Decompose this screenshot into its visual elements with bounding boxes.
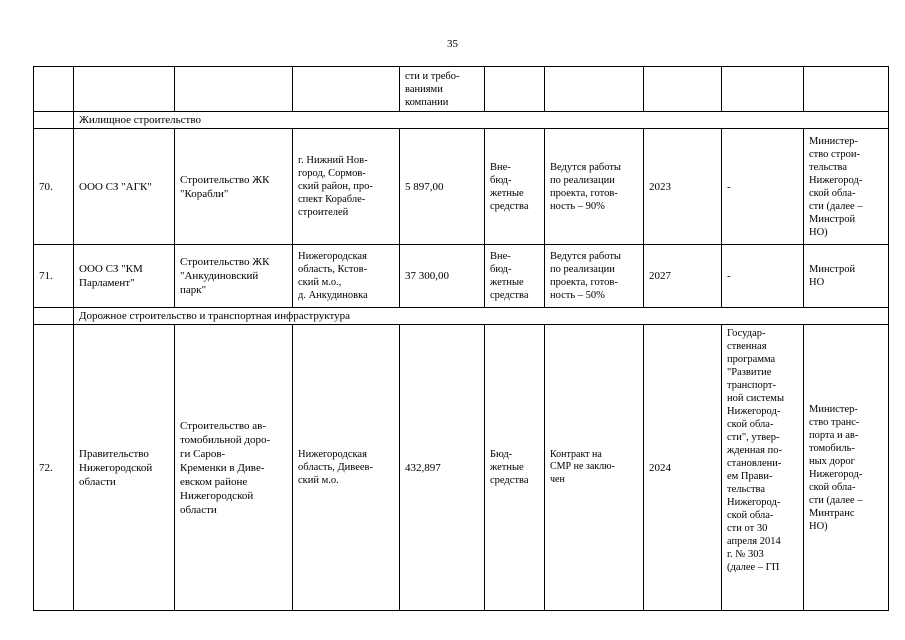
cell-org: ООО СЗ "КМ Парламент": [74, 245, 175, 308]
section-title-housing: Жилищное строительство: [74, 112, 889, 129]
cell-year: [644, 67, 722, 112]
cell-project: Строительство ЖК "Корабли": [175, 129, 293, 245]
cell-amount: 37 300,00: [400, 245, 485, 308]
cell-location: Нижегородская область, Кстов- ский м.о., д. Анкудиновка: [293, 245, 400, 308]
cell-year: 2027: [644, 245, 722, 308]
table-row: [34, 129, 889, 245]
cell-status: Контракт на СМР не заклю- чен: [545, 325, 644, 611]
cell-source: [485, 67, 545, 112]
cell-condition: сти и требо- ваниями компании: [400, 67, 485, 112]
cell-project: [175, 67, 293, 112]
cell-program: Государ- ственная программа "Развитие транспорт- ной системы Нижегород- ской обла- сти", утвер- жденная по- становлени- ем Прави- тельства Нижегород- ской обла- сти от 30 апреля 2014 г. № 303 (далее – ГП: [722, 325, 804, 611]
cell-org: ООО СЗ "АГК": [74, 129, 175, 245]
cell-num: 72.: [34, 325, 74, 611]
table-row-continued: [34, 67, 889, 112]
table-row: [34, 325, 889, 611]
cell-source: Вне- бюд- жетные средства: [485, 245, 545, 308]
cell-org: [74, 67, 175, 112]
section-title-roads: Дорожное строительство и транспортная инфраструктура: [74, 308, 889, 325]
cell-amount: 5 897,00: [400, 129, 485, 245]
table-row: [34, 245, 889, 308]
cell-status: Ведутся работы по реализации проекта, готов- ность – 90%: [545, 129, 644, 245]
cell-responsible: Минстрой НО: [804, 245, 889, 308]
cell-num: 70.: [34, 129, 74, 245]
cell-project: Строительство ав- томобильной доро- ги Саров- Кременки в Дивe- евском районе Нижегородской области: [175, 325, 293, 611]
cell-program: [722, 67, 804, 112]
cell-org: Правительство Нижегородской области: [74, 325, 175, 611]
section-row-roads: [34, 308, 889, 325]
cell-responsible: [804, 67, 889, 112]
page-number: 35: [447, 38, 458, 50]
cell-source: Бюд- жетные средства: [485, 325, 545, 611]
cell-num: 71.: [34, 245, 74, 308]
cell-year: 2023: [644, 129, 722, 245]
projects-table: [33, 66, 889, 611]
cell-location: Нижегородская область, Дивеев- ский м.о.: [293, 325, 400, 611]
cell-project: Строительство ЖК "Анкудиновский парк": [175, 245, 293, 308]
section-row-housing: [34, 112, 889, 129]
cell-status: [545, 67, 644, 112]
cell-source: Вне- бюд- жетные средства: [485, 129, 545, 245]
cell-location: г. Нижний Нов- город, Сормов- ский район, про- спект Корабле- строителей: [293, 129, 400, 245]
cell-amount: 432,897: [400, 325, 485, 611]
cell-responsible: Министер- ство транс- порта и ав- томобиль- ных дорог Нижегород- ской обла- сти (далее – Минтранс НО): [804, 325, 889, 611]
cell-num: [34, 308, 74, 325]
cell-num: [34, 67, 74, 112]
cell-location: [293, 67, 400, 112]
cell-num: [34, 112, 74, 129]
cell-program: -: [722, 129, 804, 245]
cell-program: -: [722, 245, 804, 308]
cell-status: Ведутся работы по реализации проекта, готов- ность – 50%: [545, 245, 644, 308]
cell-year: 2024: [644, 325, 722, 611]
cell-responsible: Министер- ство строи- тельства Нижегород- ской обла- сти (далее – Минстрой НО): [804, 129, 889, 245]
